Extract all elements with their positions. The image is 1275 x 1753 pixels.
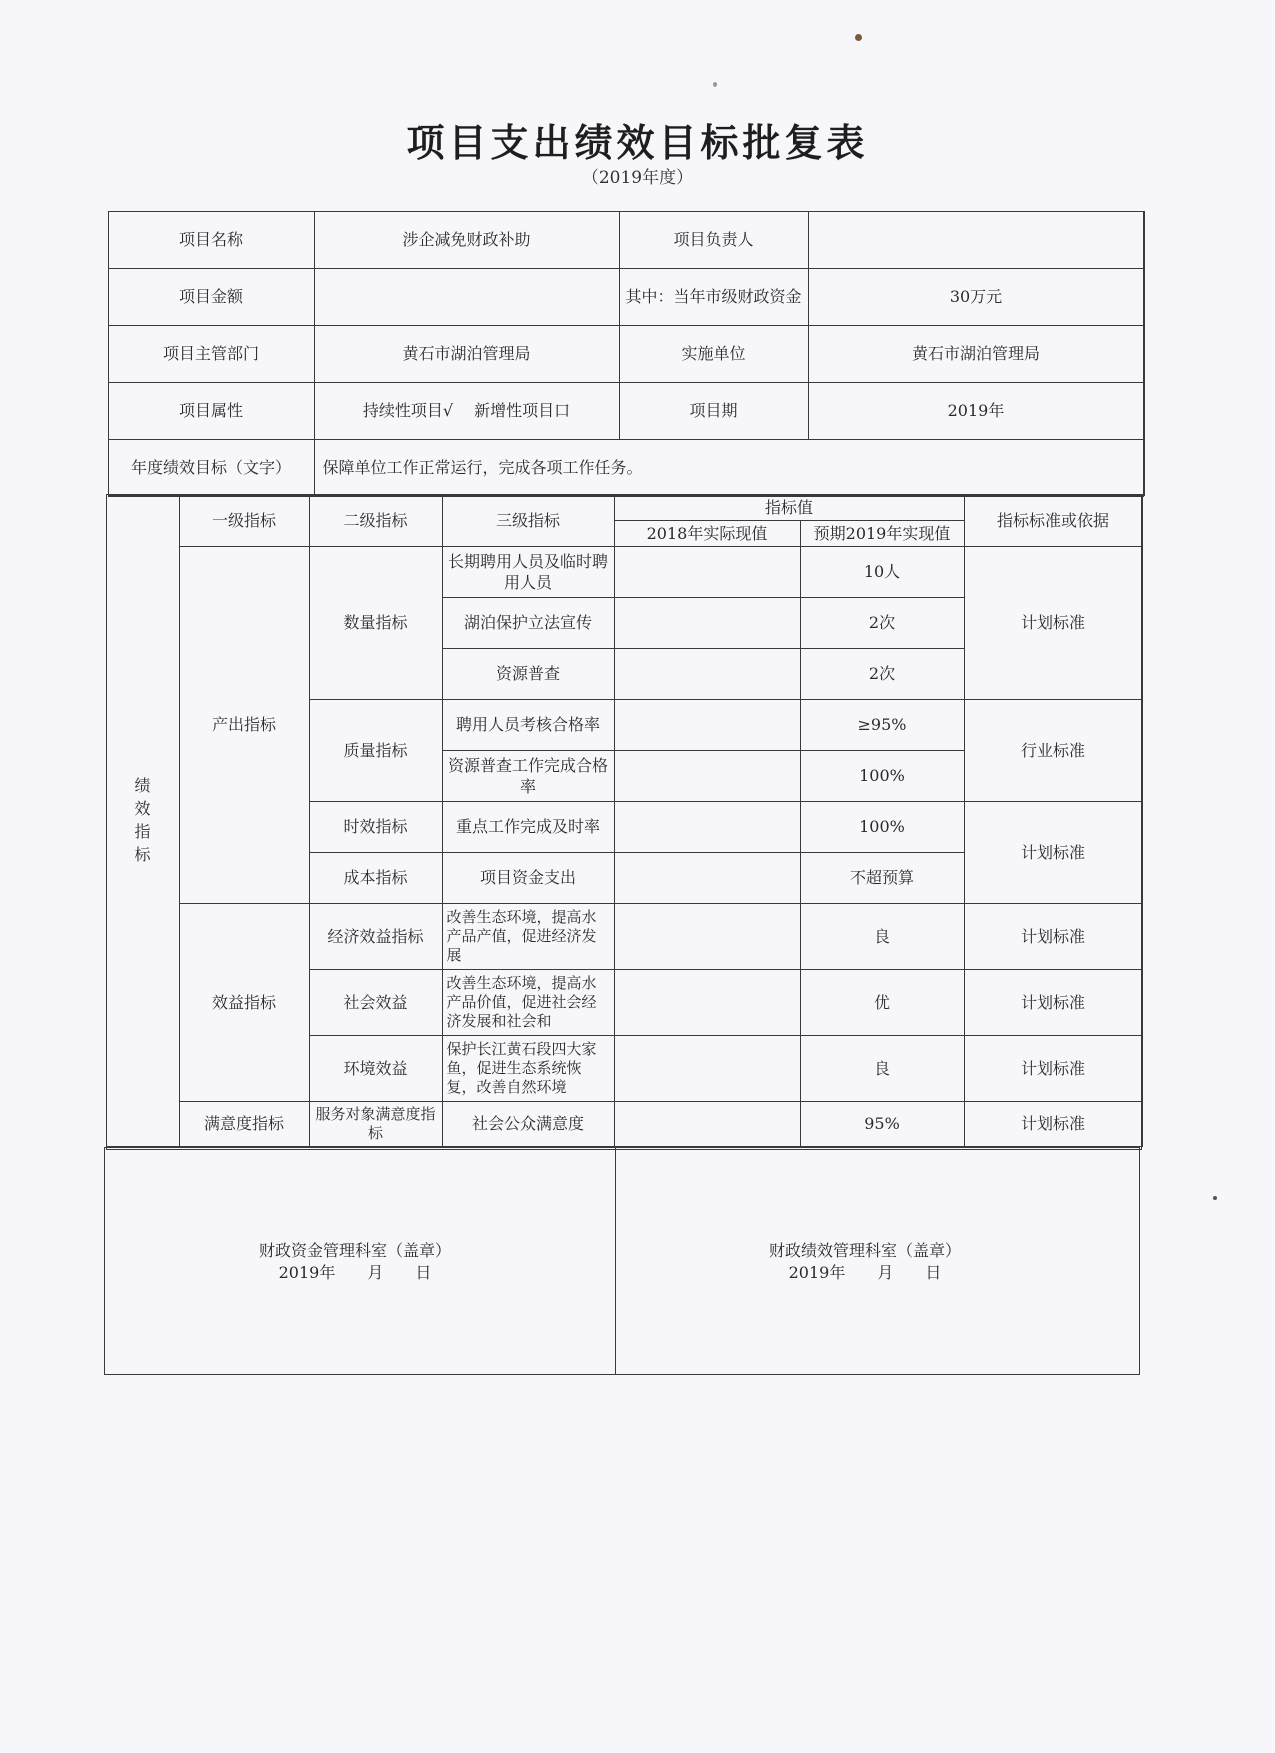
benefit-indicator: 效益指标 (179, 903, 309, 1101)
table-row-2018 (614, 648, 800, 699)
table-row-2019: ≥95% (800, 699, 964, 750)
basis-environment: 计划标准 (964, 1035, 1142, 1101)
table-row-l3: 资源普查工作完成合格率 (442, 750, 614, 801)
cost-indicator: 成本指标 (309, 852, 442, 903)
header-level1: 一级指标 (179, 494, 309, 546)
table-row-2018 (614, 852, 800, 903)
finance-performance-office-stamp (715, 1240, 1015, 1284)
value-project-amount (314, 268, 619, 325)
output-indicator: 产出指标 (179, 546, 309, 903)
economic-benefit-indicator: 经济效益指标 (309, 903, 442, 969)
value-supervising-dept: 黄石市湖泊管理局 (314, 325, 619, 382)
quantity-indicator: 数量指标 (309, 546, 442, 699)
performance-side-label: 绩效指标 (106, 494, 179, 1146)
value-implementing-unit: 黄石市湖泊管理局 (808, 325, 1144, 382)
label-project-amount: 项目金额 (108, 268, 314, 325)
basis-social: 计划标准 (964, 969, 1142, 1035)
value-project-name: 涉企减免财政补助 (314, 211, 619, 268)
project-info-table (108, 211, 1144, 497)
table-row-l3: 改善生态环境，提高水产品价值，促进社会经济发展和社会和 (442, 969, 614, 1035)
table-row-2018 (614, 699, 800, 750)
environment-benefit-indicator: 环境效益 (309, 1035, 442, 1101)
finance-fund-office-label: 财政资金管理科室（盖章） (258, 1241, 451, 1260)
service-satisfaction-indicator: 服务对象满意度指标 (309, 1101, 442, 1146)
label-municipal-funds: 其中：当年市级财政资金 (619, 268, 808, 325)
scan-speck (1213, 1196, 1217, 1200)
scan-speck (855, 34, 862, 41)
table-row-2018 (614, 969, 800, 1035)
label-project-leader: 项目负责人 (619, 211, 808, 268)
label-project-name: 项目名称 (108, 211, 314, 268)
value-annual-goal: 保障单位工作正常运行，完成各项工作任务。 (314, 439, 1144, 495)
header-basis: 指标标准或依据 (964, 494, 1142, 546)
table-row-2018 (614, 801, 800, 852)
table-row-l3: 保护长江黄石段四大家鱼，促进生态系统恢复，改善自然环境 (442, 1035, 614, 1101)
label-annual-goal: 年度绩效目标（文字） (108, 439, 314, 495)
satisfaction-indicator: 满意度指标 (179, 1101, 309, 1146)
table-row-2019: 2次 (800, 648, 964, 699)
scan-speck (713, 82, 717, 87)
header-level2: 二级指标 (309, 494, 442, 546)
table-row-2019: 10人 (800, 546, 964, 597)
table-row-2018 (614, 750, 800, 801)
table-row-l3: 改善生态环境，提高水产品产值，促进经济发展 (442, 903, 614, 969)
performance-table (106, 494, 1142, 1150)
label-project-attribute: 项目属性 (108, 382, 314, 439)
social-benefit-indicator: 社会效益 (309, 969, 442, 1035)
document-title: 项目支出绩效目标批复表 (406, 120, 869, 165)
value-municipal-funds: 30万元 (808, 268, 1144, 325)
document-subtitle: （2019年度） (581, 168, 694, 188)
table-row-2019: 良 (800, 1035, 964, 1101)
basis-quality: 行业标准 (964, 699, 1142, 801)
label-implementing-unit: 实施单位 (619, 325, 808, 382)
label-project-period: 项目期 (619, 382, 808, 439)
table-row-2018 (614, 1101, 800, 1146)
table-row-2018 (614, 546, 800, 597)
table-row-2019: 2次 (800, 597, 964, 648)
basis-quantity: 计划标准 (964, 546, 1142, 699)
signature-block (104, 1147, 1140, 1375)
finance-fund-office-stamp (205, 1240, 505, 1284)
table-row-2019: 良 (800, 903, 964, 969)
label-supervising-dept: 项目主管部门 (108, 325, 314, 382)
table-row-l3: 项目资金支出 (442, 852, 614, 903)
finance-performance-office-date: 2019年 月 日 (788, 1263, 942, 1282)
table-row-2018 (614, 1035, 800, 1101)
table-row-l3: 重点工作完成及时率 (442, 801, 614, 852)
table-row-l3: 聘用人员考核合格率 (442, 699, 614, 750)
table-row-2019: 优 (800, 969, 964, 1035)
table-row-l3: 长期聘用人员及临时聘用人员 (442, 546, 614, 597)
table-row-2019: 95% (800, 1101, 964, 1146)
basis-time-cost: 计划标准 (964, 801, 1142, 903)
table-row-l3: 资源普查 (442, 648, 614, 699)
timeliness-indicator: 时效指标 (309, 801, 442, 852)
header-indicator-value: 指标值 (614, 494, 964, 520)
value-project-leader (808, 211, 1144, 268)
header-actual-2018: 2018年实际现值 (614, 520, 800, 546)
table-row-2018 (614, 903, 800, 969)
value-project-period: 2019年 (808, 382, 1144, 439)
quality-indicator: 质量指标 (309, 699, 442, 801)
basis-satisfaction: 计划标准 (964, 1101, 1142, 1146)
table-row-2019: 不超预算 (800, 852, 964, 903)
table-row-2018 (614, 597, 800, 648)
finance-fund-office-date: 2019年 月 日 (278, 1263, 432, 1282)
signature-divider (615, 1148, 616, 1374)
header-level3: 三级指标 (442, 494, 614, 546)
table-row-l3: 社会公众满意度 (442, 1101, 614, 1146)
table-row-l3: 湖泊保护立法宣传 (442, 597, 614, 648)
table-row-2019: 100% (800, 750, 964, 801)
value-project-attribute: 持续性项目√ 新增性项目口 (314, 382, 619, 439)
header-expected-2019: 预期2019年实现值 (800, 520, 964, 546)
finance-performance-office-label: 财政绩效管理科室（盖章） (768, 1241, 961, 1260)
table-row-2019: 100% (800, 801, 964, 852)
basis-economic: 计划标准 (964, 903, 1142, 969)
